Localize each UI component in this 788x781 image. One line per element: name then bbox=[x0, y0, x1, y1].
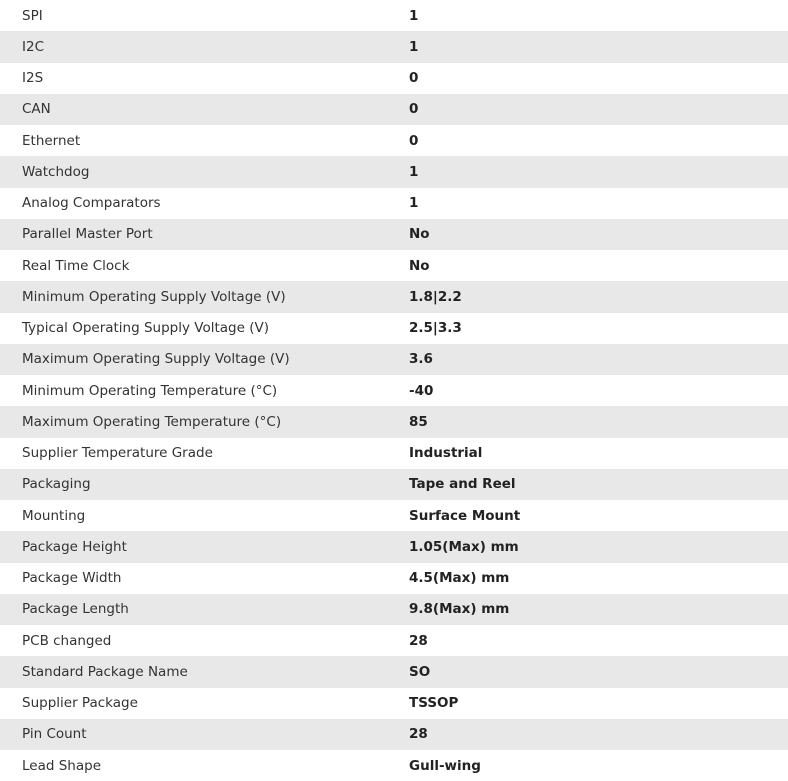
spec-row-parallel-master-port bbox=[0, 219, 788, 250]
spec-value: 28 bbox=[409, 726, 428, 743]
spec-value: 28 bbox=[409, 632, 428, 649]
spec-label: Maximum Operating Temperature (°C) bbox=[22, 413, 282, 430]
spec-label: Ethernet bbox=[22, 132, 81, 149]
spec-row-pcb-changed bbox=[0, 625, 788, 656]
spec-label: Standard Package Name bbox=[22, 663, 188, 680]
spec-value: No bbox=[409, 257, 430, 274]
spec-row-real-time-clock bbox=[0, 250, 788, 281]
spec-label: CAN bbox=[22, 101, 51, 118]
spec-label: I2C bbox=[22, 38, 44, 55]
spec-row-spi bbox=[0, 0, 788, 31]
spec-value: Tape and Reel bbox=[409, 476, 516, 493]
spec-value: TSSOP bbox=[409, 695, 459, 712]
spec-label: Typical Operating Supply Voltage (V) bbox=[22, 320, 269, 337]
spec-row-package-width bbox=[0, 563, 788, 594]
spec-label: Supplier Package bbox=[22, 695, 138, 712]
spec-label: I2S bbox=[22, 70, 44, 87]
spec-label: Packaging bbox=[22, 476, 91, 493]
spec-label: Parallel Master Port bbox=[22, 226, 153, 243]
spec-row-mounting bbox=[0, 500, 788, 531]
spec-value: 1 bbox=[409, 195, 419, 212]
spec-row-package-length bbox=[0, 594, 788, 625]
spec-value: 2.5|3.3 bbox=[409, 320, 462, 337]
spec-row-standard-package-name bbox=[0, 656, 788, 687]
spec-label: Maximum Operating Supply Voltage (V) bbox=[22, 351, 290, 368]
spec-row-pin-count bbox=[0, 719, 788, 750]
spec-row-min-supply-voltage bbox=[0, 281, 788, 312]
spec-value: 4.5(Max) mm bbox=[409, 570, 510, 587]
spec-value: Surface Mount bbox=[409, 507, 521, 524]
spec-value: 0 bbox=[409, 132, 419, 149]
spec-value: 0 bbox=[409, 101, 419, 118]
spec-label: Package Width bbox=[22, 570, 122, 587]
spec-label: Analog Comparators bbox=[22, 195, 161, 212]
spec-value: Industrial bbox=[409, 445, 483, 462]
spec-row-i2s bbox=[0, 63, 788, 94]
spec-row-can bbox=[0, 94, 788, 125]
spec-label: Package Height bbox=[22, 538, 127, 555]
spec-value: 1 bbox=[409, 38, 419, 55]
spec-row-lead-shape bbox=[0, 750, 788, 781]
spec-value: 3.6 bbox=[409, 351, 433, 368]
spec-label: Minimum Operating Supply Voltage (V) bbox=[22, 288, 286, 305]
spec-value: 1.05(Max) mm bbox=[409, 538, 519, 555]
spec-value: 1 bbox=[409, 163, 419, 180]
spec-row-analog-comparators bbox=[0, 188, 788, 219]
spec-row-temperature-grade bbox=[0, 438, 788, 469]
spec-row-ethernet bbox=[0, 125, 788, 156]
spec-row-max-temperature bbox=[0, 406, 788, 437]
spec-label: Pin Count bbox=[22, 726, 87, 743]
spec-value: SO bbox=[409, 663, 431, 680]
spec-value: 85 bbox=[409, 413, 428, 430]
spec-row-package-height bbox=[0, 531, 788, 562]
spec-row-watchdog bbox=[0, 156, 788, 187]
spec-label: Package Length bbox=[22, 601, 129, 618]
spec-label: Minimum Operating Temperature (°C) bbox=[22, 382, 278, 399]
spec-row-i2c bbox=[0, 31, 788, 62]
spec-value: -40 bbox=[409, 382, 434, 399]
spec-label: SPI bbox=[22, 7, 43, 24]
spec-value: Gull-wing bbox=[409, 757, 481, 774]
spec-label: Mounting bbox=[22, 507, 86, 524]
spec-row-supplier-package bbox=[0, 688, 788, 719]
spec-value: 0 bbox=[409, 70, 419, 87]
spec-row-max-supply-voltage bbox=[0, 344, 788, 375]
spec-row-min-temperature bbox=[0, 375, 788, 406]
spec-value: No bbox=[409, 226, 430, 243]
spec-label: Supplier Temperature Grade bbox=[22, 445, 213, 462]
spec-label: Real Time Clock bbox=[22, 257, 130, 274]
spec-label: Lead Shape bbox=[22, 757, 101, 774]
spec-value: 1 bbox=[409, 7, 419, 24]
spec-value: 1.8|2.2 bbox=[409, 288, 462, 305]
spec-value: 9.8(Max) mm bbox=[409, 601, 510, 618]
spec-label: PCB changed bbox=[22, 632, 112, 649]
spec-row-typ-supply-voltage bbox=[0, 313, 788, 344]
spec-row-packaging bbox=[0, 469, 788, 500]
spec-label: Watchdog bbox=[22, 163, 90, 180]
